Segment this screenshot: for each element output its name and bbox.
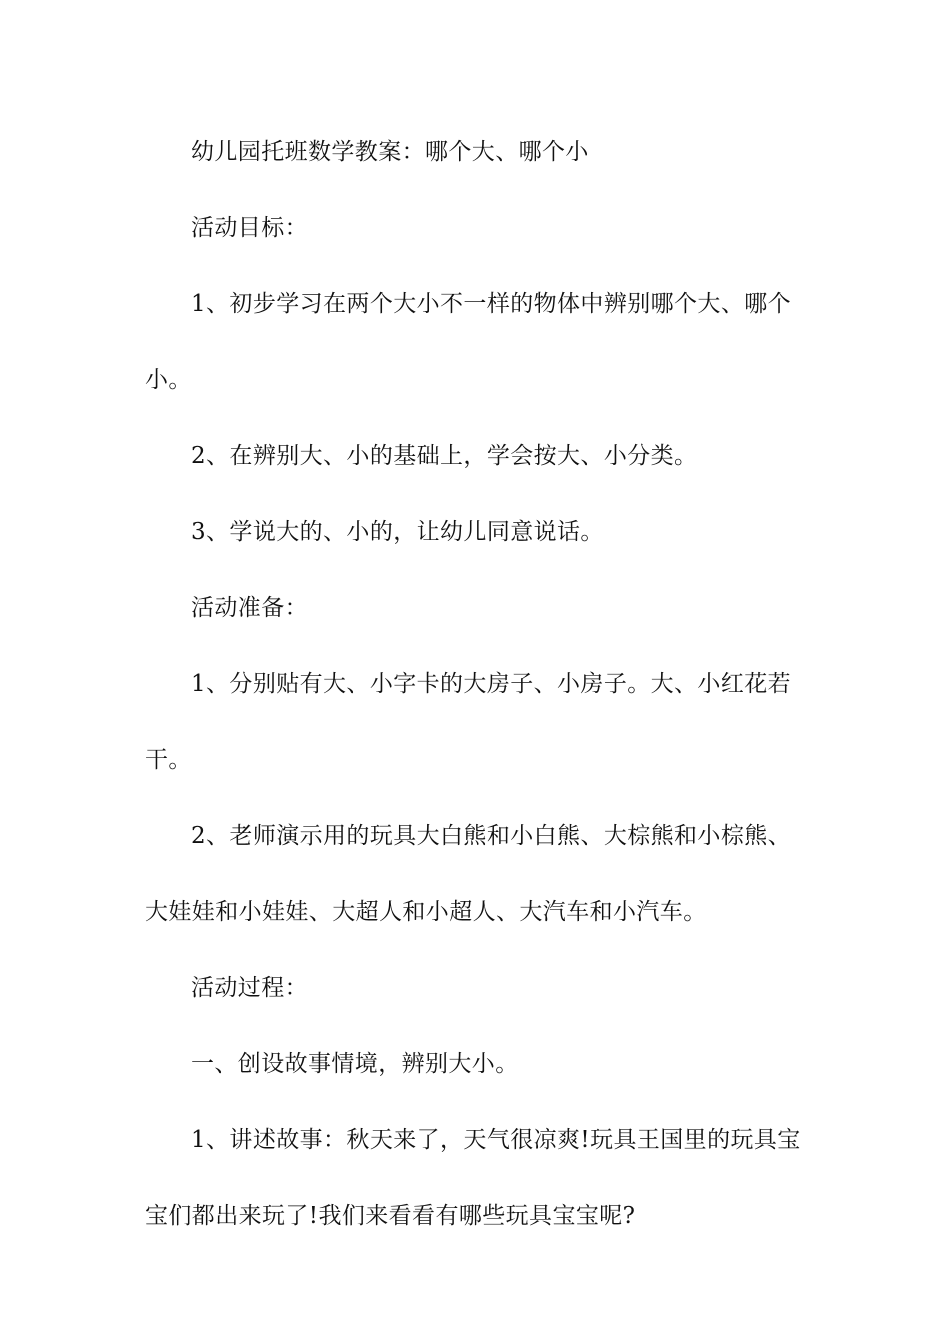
goal-item-1: 1、初步学习在两个大小不一样的物体中辨别哪个大、哪个小。 — [145, 291, 792, 393]
process-item-1: 1、讲述故事：秋天来了，天气很凉爽!玩具王国里的玩具宝宝们都出来玩了!我们来看看有哪些玩具宝宝呢? — [145, 1127, 801, 1229]
goal-item-2: 2、在辨别大、小的基础上，学会按大、小分类。 — [191, 443, 698, 469]
goal-item-3: 3、学说大的、小的，让幼儿同意说话。 — [191, 519, 604, 545]
section-heading-process: 活动过程： — [191, 975, 308, 1001]
process-step-heading-1: 一、创设故事情境，辨别大小。 — [191, 1051, 519, 1077]
preparation-item-2: 2、老师演示用的玩具大白熊和小白熊、大棕熊和小棕熊、大娃娃和小娃娃、大超人和小超人、大汽车和小汽车。 — [145, 823, 792, 925]
document-title: 幼儿园托班数学教案：哪个大、哪个小 — [191, 139, 589, 165]
section-heading-goals: 活动目标： — [191, 215, 308, 241]
preparation-item-1: 1、分别贴有大、小字卡的大房子、小房子。大、小红花若干。 — [145, 671, 792, 773]
section-heading-preparation: 活动准备： — [191, 595, 308, 621]
